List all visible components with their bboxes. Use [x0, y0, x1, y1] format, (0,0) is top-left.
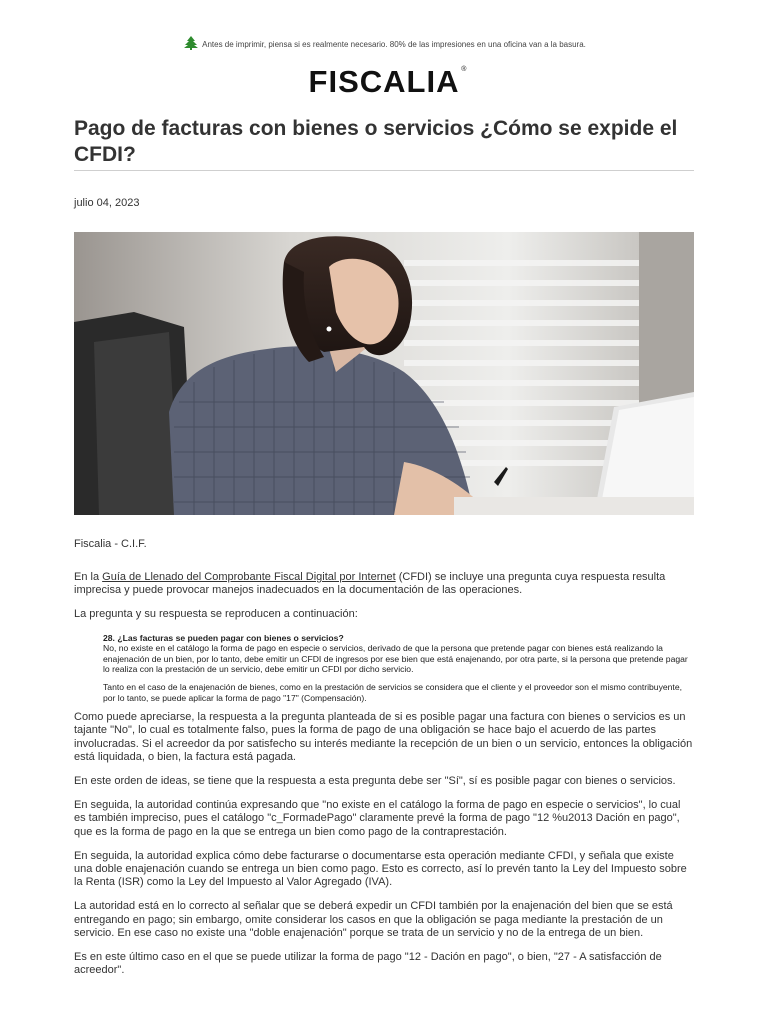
- faq-question: 28. ¿Las facturas se pueden pagar con bienes o servicios?: [103, 632, 344, 643]
- faq-quote: [103, 633, 694, 704]
- guide-link[interactable]: Guía de Llenado del Comprobante Fiscal Digital por Internet: [102, 571, 396, 583]
- photo-source: Fiscalia - C.I.F.: [74, 538, 147, 550]
- registered-mark: ®: [461, 66, 468, 73]
- article-date: julio 04, 2023: [74, 197, 140, 209]
- paragraph-4: En seguida, la autoridad explica cómo debe facturarse o documentarse esta operación mediante CFDI, y señala que existe una doble enajenación cuando se entrega un bien como pago. Esto es correcto, así lo prevén tanto la Ley del Impuesto sobre la Renta (ISR) como la Ley del Impuesto al Valor Agregado (IVA).: [74, 849, 687, 889]
- article-body: [74, 571, 694, 988]
- paragraph-5: La autoridad está en lo correcto al señalar que se deberá expedir un CFDI también por la enajenación del bien que se está entregando en pago; sin embargo, omite considerar los casos en que la obligación se paga mediante la prestación de un servicio. En ese caso no existe una "doble enajenación" porque se trata de un servicio y no de la entrega de un bien.: [74, 900, 673, 939]
- article-title: Pago de facturas con bienes o servicios ¿Cómo se expide el CFDI?: [74, 117, 678, 166]
- intro-text-start: En la: [74, 571, 103, 583]
- article-photo: [74, 232, 694, 515]
- eco-notice-text: Antes de imprimir, piensa si es realmente necesario. 80% de las impresiones en una oficina van a la basura.: [202, 40, 586, 50]
- paragraph-6: Es en este último caso en el que se puede utilizar la forma de pago "12 - Dación en pago", o bien, "27 - A satisfacción de acreedor".: [74, 951, 662, 977]
- logo-text: FISCALIA ®: [308, 64, 468, 99]
- eco-notice: [0, 36, 768, 54]
- intro-paragraph: [74, 571, 694, 597]
- paragraph-1: Como puede apreciarse, la respuesta a la pregunta planteada de si es posible pagar una factura con bienes o servicios es un tajante "No", lo cual es totalmente falso, pues la forma de pago de una obligación se hace bajo el acuerdo de las partes involucradas. Si el acreedor da por satisfecho su interés mediante la recepción de un bien o un servicio, entonces la obligación está liquidada, o bien, la factura está pagada.: [74, 711, 693, 763]
- intro-text-end: (CFDI) se incluye una pregunta cuya respuesta resulta imprecisa y puede provocar manejos inadecuados en la documentación de las operaciones.: [74, 571, 666, 597]
- paragraph-3: En seguida, la autoridad continúa expresando que "no existe en el catálogo la forma de pago en especie o servicios", lo cual es también impreciso, pues el catálogo "c_FormadePago" claramente prevé la forma de pago "12 %u2013 Dación en pago", que es la forma de pago en la que se entrega un bien como pago de la contraprestación.: [74, 799, 681, 838]
- tree-icon: [182, 36, 200, 54]
- logo: [0, 64, 768, 100]
- lead-paragraph: La pregunta y su respuesta se reproducen a continuación:: [74, 608, 358, 621]
- paragraph-2: En este orden de ideas, se tiene que la respuesta a esta pregunta debe ser "Sí", sí es posible pagar con bienes o servicios.: [74, 774, 676, 787]
- title-divider: [74, 170, 694, 171]
- faq-answer-2: Tanto en el caso de la enajenación de bienes, como en la prestación de servicios se considera que el cliente y el proveedor son el mismo contribuyente, por lo tanto, se puede aplicar la forma de pago "17" (Compensación).: [103, 681, 682, 703]
- faq-answer-1: No, no existe en el catálogo la forma de pago en especie o servicios, derivado de que la persona que pretende pagar con bienes está realizando la enajenación de un bien, por lo tanto, debe emitir un CFDI de ingresos por ese bien que está enajenando, por otra parte, si la persona que pretende pagar lo realiza con la prestación de un servicio, debe emitir un CFDI por dicho servicio.: [103, 643, 688, 675]
